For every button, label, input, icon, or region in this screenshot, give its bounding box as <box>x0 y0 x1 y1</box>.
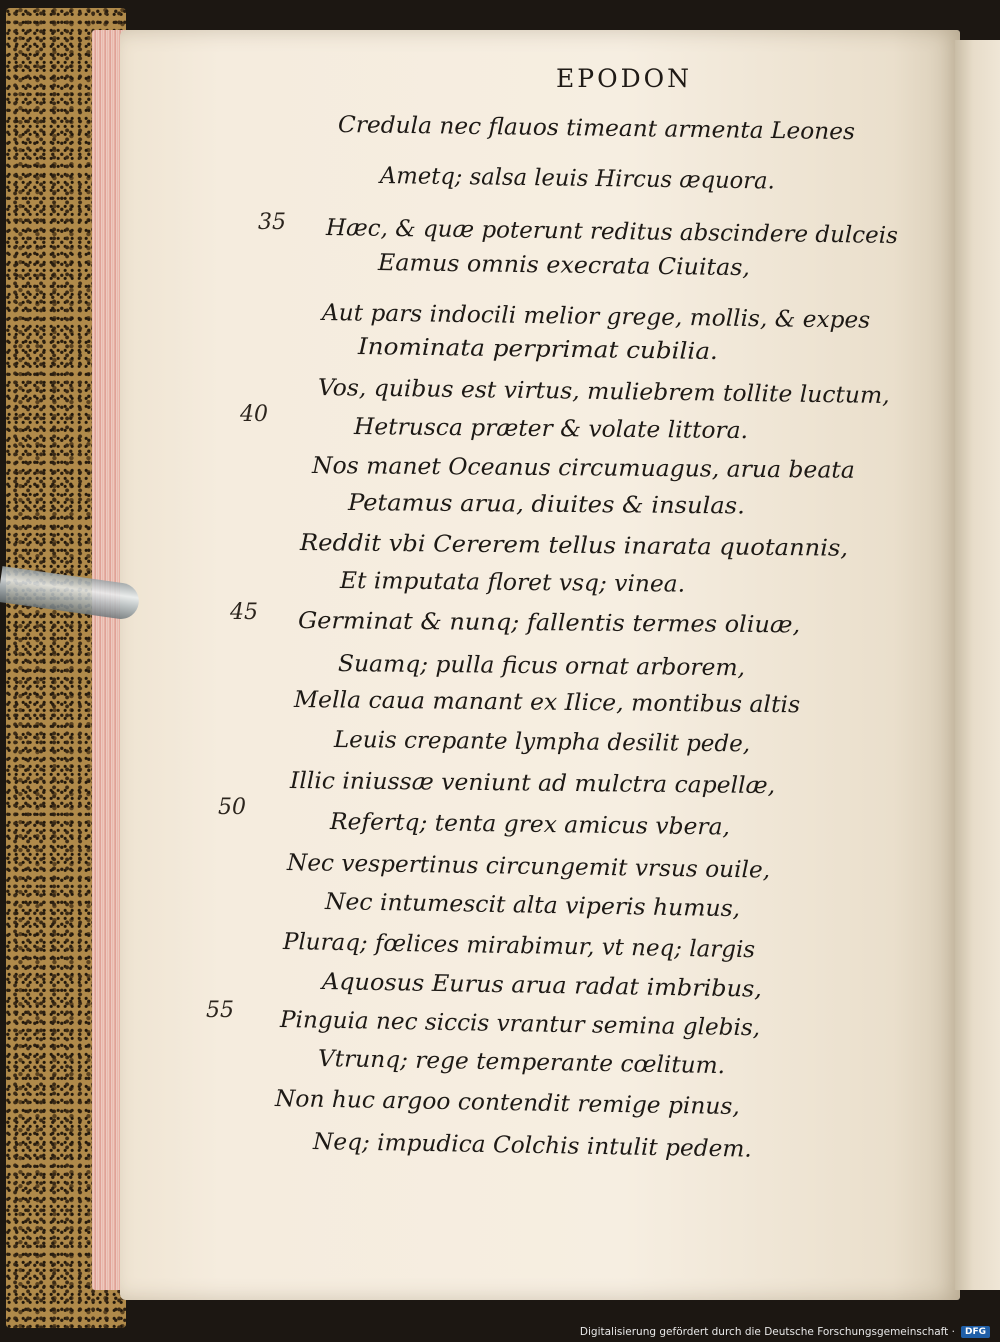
verse-line: Neq; impudica Colchis intulit pedem. <box>312 1129 752 1163</box>
verse-line: Ametq; salsa leuis Hircus æquora. <box>379 163 775 195</box>
verse-line: Non huc argoo contendit remige pinus, <box>274 1086 741 1121</box>
verse-line: Nec vespertinus circungemit vrsus ouile, <box>286 850 771 884</box>
verse-line: Illic iniussæ veniunt ad mulctra capellæ, <box>289 768 776 800</box>
verse-line: Germinat & nunq; fallentis termes oliuæ, <box>297 608 801 639</box>
verse-line: Credula nec flauos timeant armenta Leones <box>337 112 856 146</box>
line-number: 50 <box>218 795 246 820</box>
verse-line: Reddit vbi Cererem tellus inarata quotannis, <box>299 530 849 562</box>
line-number: 55 <box>206 998 234 1023</box>
verse-line: Petamus arua, diuites & insulas. <box>347 490 745 520</box>
verse-line: Hæc, & quæ poterunt reditus abscindere dulceis <box>325 215 899 249</box>
verse-line: Pluraq; fœlices mirabimur, vt neq; largis <box>282 929 756 964</box>
verse-line: Inominata perprimat cubilia. <box>357 334 719 366</box>
verse-line: Hetrusca præter & volate littora. <box>353 414 749 445</box>
running-head: EPODON <box>556 64 692 93</box>
verse-line: Mella caua manant ex Ilice, montibus altis <box>293 687 801 719</box>
verse-line: Refertq; tenta grex amicus vbera, <box>329 809 731 841</box>
line-number: 40 <box>240 402 268 427</box>
verse-line: Pinguia nec siccis vrantur semina glebis, <box>279 1007 761 1042</box>
verse-line: Vos, quibus est virtus, muliebrem tollite luctum, <box>317 375 890 409</box>
facing-page-edge <box>955 40 1000 1290</box>
funding-footer <box>580 1326 990 1338</box>
verse-line: Eamus omnis execrata Ciuitas, <box>377 250 751 282</box>
line-number: 45 <box>230 600 258 625</box>
verse-line: Aquosus Eurus arua radat imbribus, <box>321 969 763 1003</box>
verse-line: Nos manet Oceanus circumuagus, arua beata <box>311 453 855 484</box>
verse-line: Nec intumescit alta viperis humus, <box>324 889 741 923</box>
verse-line: Vtrunq; rege temperante cœlitum. <box>317 1046 726 1080</box>
funding-notice: Digitalisierung gefördert durch die Deutsche Forschungsgemeinschaft · <box>579 1326 955 1338</box>
line-number: 35 <box>258 210 286 235</box>
dfg-logo: DFG <box>961 1326 990 1338</box>
verse-line: Leuis crepante lympha desilit pede, <box>333 727 751 758</box>
verse-line: Aut pars indocili melior grege, mollis, & expes <box>321 300 871 334</box>
verse-line: Et imputata floret vsq; vinea. <box>339 568 686 598</box>
verse-line: Suamq; pulla ficus ornat arborem, <box>337 651 746 682</box>
